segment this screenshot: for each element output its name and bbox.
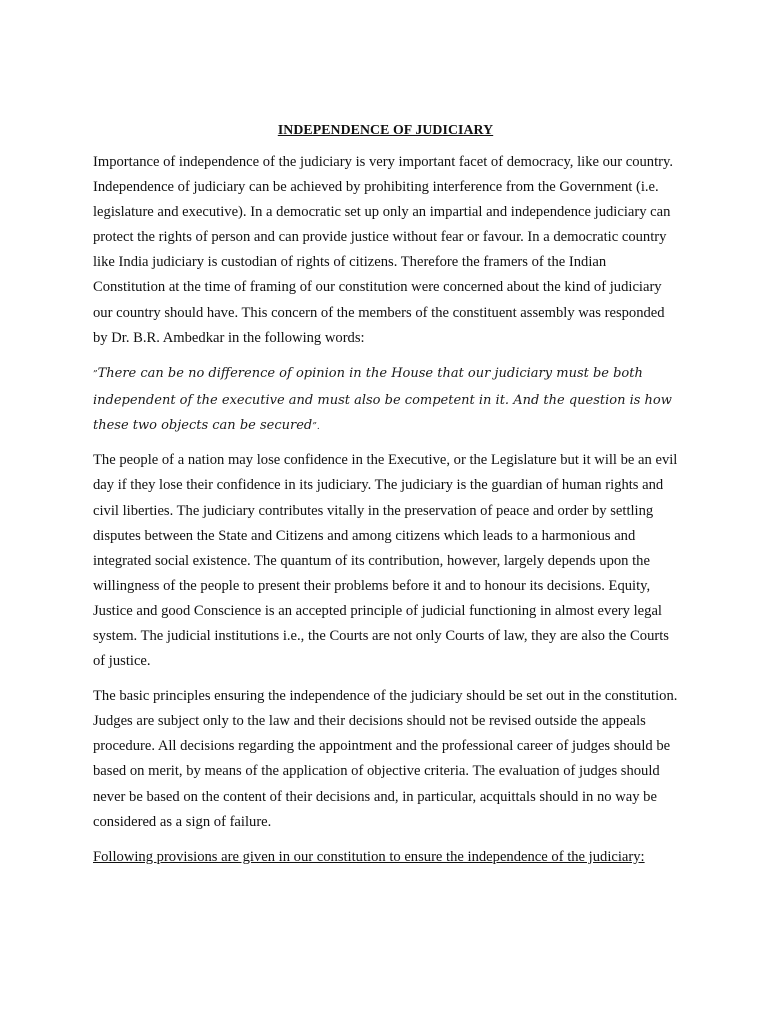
principles-paragraph: The basic principles ensuring the independence of the judiciary should be set out in the constitution. Judges are subject only to the law and their decisions should not be revised outside the appeals procedure. All decisions regarding the appointment and the professional career of judges should be based on merit, by means of the application of objective criteria. The evaluation of judges should never be based on the content of their decisions and, in particular, acquittals should in no way be considered as a sign of failure. — [93, 688, 678, 830]
confidence-paragraph: The people of a nation may lose confidence in the Executive, or the Legislature but it will be an evil day if they lose their confidence in its judiciary. The judiciary is the guardian of human rights and civil liberties. The judiciary contributes vitally in the preservation of peace and order by settling disputes between the State and Citizens and among citizens which leads to a harmonious and integrated social existence. The quantum of its contribution, however, largely depends upon the willingness of the people to present their problems before it and to honour its decisions. Equity, Justice and good Conscience is an accepted principle of judicial functioning in almost every legal system. The judicial institutions i.e., the Courts are not only Courts of law, they are also the Courts of justice. — [93, 452, 678, 670]
document-body — [93, 120, 678, 870]
document-title: INDEPENDENCE OF JUDICIARY — [277, 122, 494, 137]
provisions-heading: Following provisions are given in our constitution to ensure the independence of the judiciary: — [93, 848, 645, 865]
quote-open-mark: ” — [93, 369, 98, 380]
ambedkar-quote — [93, 361, 678, 441]
quote-text: There can be no difference of opinion in the House that our judiciary must be both independent of the executive and must also be competent in it. And the question is how these two objects can be secured — [93, 365, 672, 434]
intro-paragraph: Importance of independence of the judiciary is very important facet of democracy, like our country. Independence of judiciary can be achieved by prohibiting interference from the Government (i.e. legislature and executive). In a democratic set up only an impartial and independence judiciary can protect the rights of person and can provide justice without fear or favour. In a democratic country like India judiciary is custodian of rights of citizens. Therefore the framers of the Indian Constitution at the time of framing of our constitution were concerned about the kind of judiciary our country should have. This concern of the members of the constituent assembly was responded by Dr. B.R. Ambedkar in the following words: — [93, 154, 674, 346]
quote-close-mark: ”. — [312, 422, 320, 433]
